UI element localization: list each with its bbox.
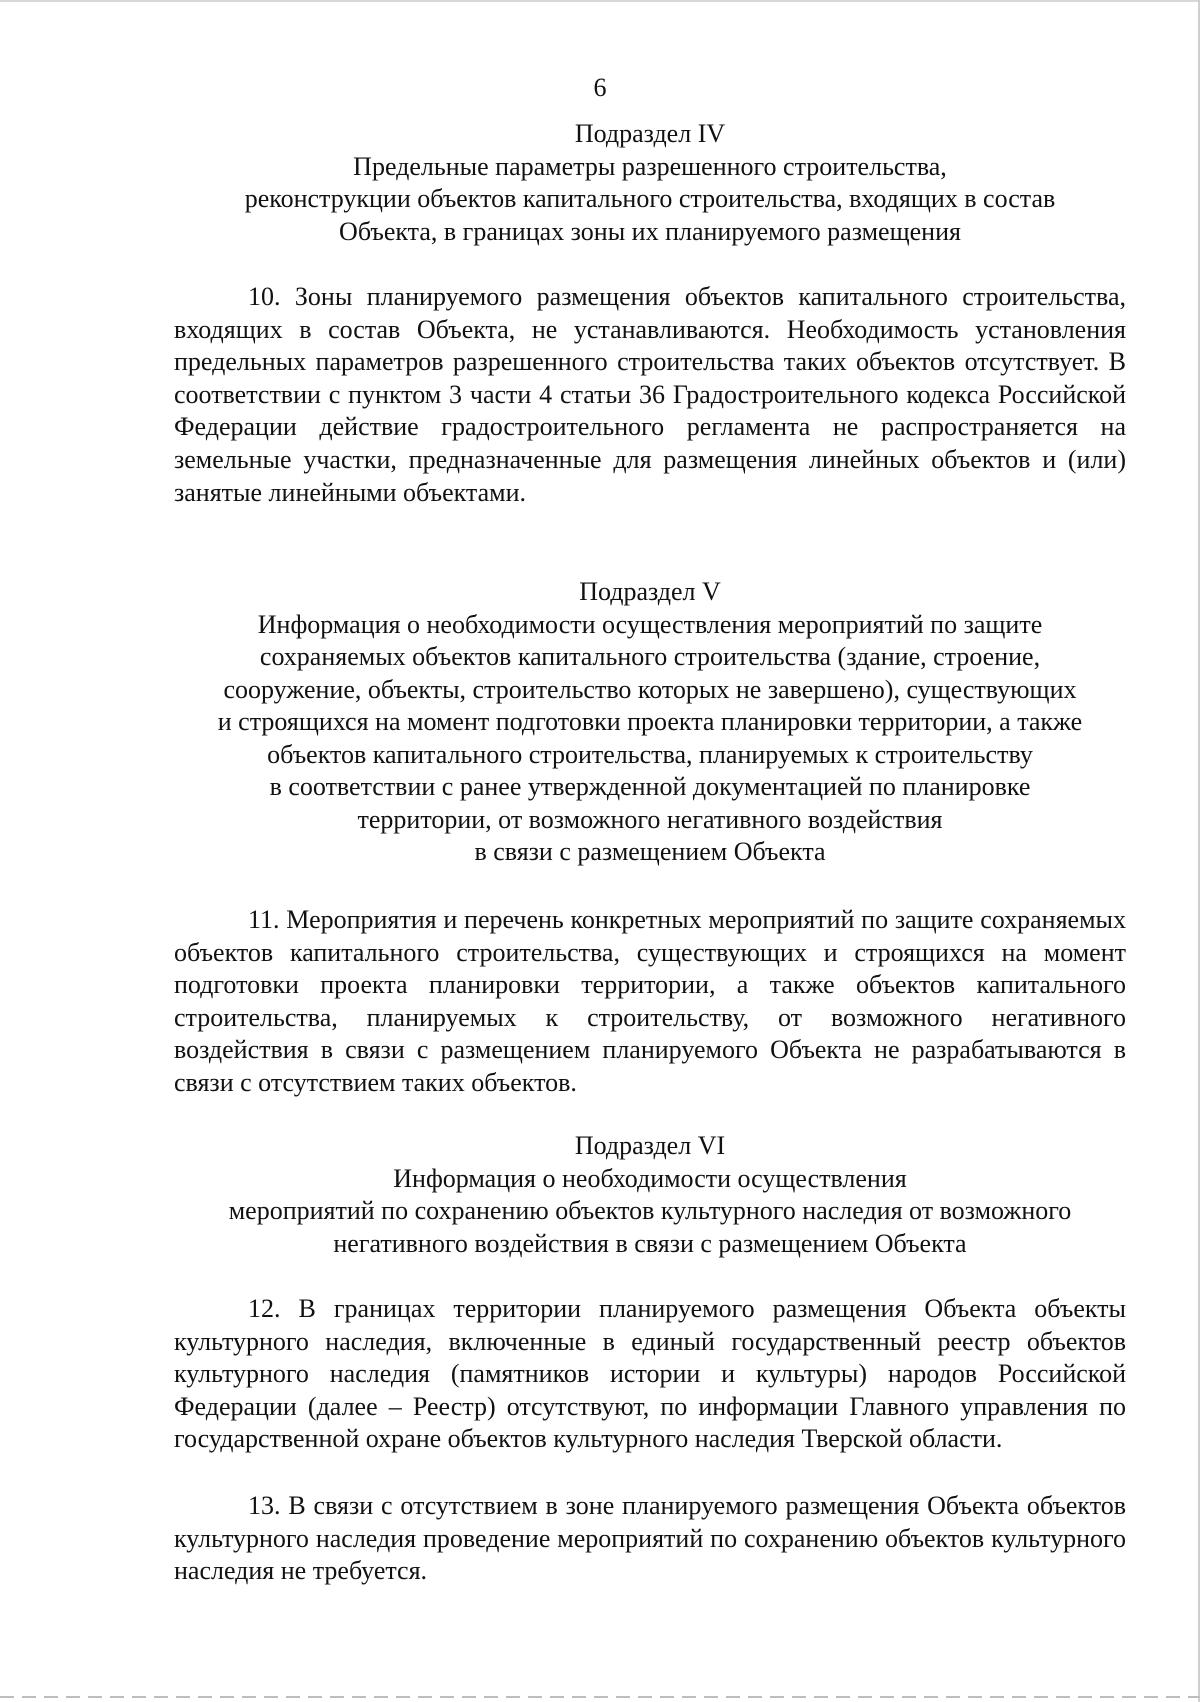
subsection-description-line: в соответствии с ранее утвержденной документацией по планировке	[269, 772, 1031, 801]
subsection-description-line: Информация о необходимости осуществления	[393, 1163, 907, 1193]
scan-edge-bottom	[0, 1696, 1200, 1698]
page-number: 6	[593, 73, 607, 102]
subsection-description-line: сохраняемых объектов капитального строительства (здание, строение,	[259, 642, 1041, 671]
subsection-description-line: сооружение, объекты, строительство которых не завершено), существующих	[223, 674, 1077, 704]
subsection-description-line: территории, от возможного негативного воздействия	[357, 804, 943, 834]
subsection-description-line: Объекта, в границах зоны их планируемого размещения	[339, 216, 961, 246]
scan-edge-top	[0, 0, 1200, 2]
paragraph-13: 13. В связи с отсутствием в зоне планируемого размещения Объекта объектов культурного наследия проведение мероприятий по сохранению объектов культурного наследия не требуется.	[174, 1491, 1126, 1586]
paragraph-10: 10. Зоны планируемого размещения объектов капитального строительства, входящих в состав Объекта, не устанавливаются. Необходимость установления предельных параметров разрешенного строительства таких объектов отсутствует. В соответствии с пунктом 3 части 4 статьи 36 Градостроительного кодекса Российской Федерации действие градостроительного регламента не распространяется на земельные участки, предназначенные для размещения линейных объектов и (или) занятые линейными объектами.	[174, 282, 1126, 507]
subsection-description-line: Предельные параметры разрешенного строительства,	[353, 151, 947, 181]
subsection-description-line: объектов капитального строительства, планируемых к строительству	[267, 739, 1033, 769]
subsection-title: Подраздел V	[579, 577, 721, 606]
subsection-iv-heading	[174, 118, 1126, 248]
subsection-description-line: в связи с размещением Объекта	[474, 837, 826, 866]
subsection-description-line: Информация о необходимости осуществления мероприятий по защите	[257, 609, 1043, 639]
subsection-title: Подраздел IV	[574, 119, 726, 148]
subsection-description-line: негативного воздействия в связи с размещением Объекта	[333, 1228, 967, 1258]
subsection-title: Подраздел VI	[574, 1131, 726, 1160]
subsection-vi-heading	[174, 1130, 1126, 1260]
paragraph-12: 12. В границах территории планируемого размещения Объекта объекты культурного наследия, включенные в единый государственный реестр объектов культурного наследия (памятников истории и культуры) народов Российской Федерации (далее – Реестр) отсутствуют, по информации Главного управления по государственной охране объектов культурного наследия Тверской области.	[174, 1294, 1126, 1454]
subsection-description-line: реконструкции объектов капитального строительства, входящих в состав	[244, 184, 1056, 213]
subsection-description-line: мероприятий по сохранению объектов культурного наследия от возможного	[228, 1196, 1072, 1225]
subsection-description-line: и строящихся на момент подготовки проекта планировки территории, а также	[217, 707, 1083, 736]
paragraph-11: 11. Мероприятия и перечень конкретных мероприятий по защите сохраняемых объектов капитального строительства, существующих и строящихся на момент подготовки проекта планировки территории, а также объектов капитального строительства, планируемых к строительству, от возможного негативного воздействия в связи с размещением планируемого Объекта не разрабатываются в связи с отсутствием таких объектов.	[174, 905, 1126, 1097]
subsection-v-heading	[174, 576, 1126, 869]
